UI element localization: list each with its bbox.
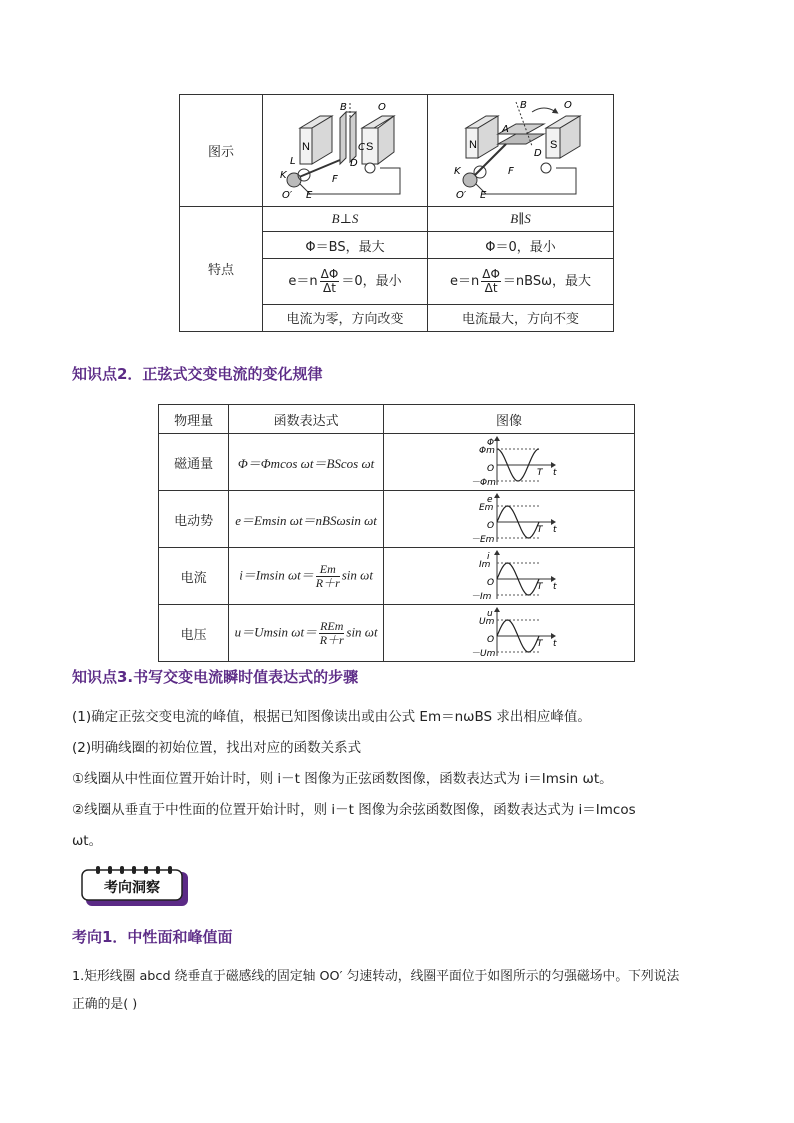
current-parallel: 电流最大，方向不变: [428, 304, 614, 331]
figure-cell-perpendicular: [263, 95, 428, 207]
figure-cell-parallel: [428, 95, 614, 207]
table-row: [159, 434, 635, 491]
generator-diagram-peak: [446, 98, 596, 202]
fraction-numerator: Em: [316, 563, 340, 577]
table-row: [159, 605, 635, 662]
origin-label: O: [486, 578, 495, 588]
axis-y-label: Φ: [486, 438, 495, 448]
row-label-features: 特点: [180, 206, 263, 331]
sinusoidal-ac-table: [158, 404, 635, 662]
sine-graph: [459, 492, 559, 546]
fraction-denominator: Δt: [323, 281, 336, 296]
axis-y-label: i: [486, 552, 490, 562]
label-S: S: [549, 139, 557, 152]
label-S: S: [366, 141, 374, 154]
heading-knowledge-point-3: 知识点3.书写交变电流瞬时值表达式的步骤: [72, 668, 359, 686]
origin-label: O: [486, 464, 495, 474]
fraction-denominator: R＋r: [315, 575, 340, 590]
expr-emf: e＝Emsin ωt＝nBSωsin ωt: [229, 491, 384, 548]
expr-suffix: sin ωt: [341, 566, 373, 582]
sine-graph: [459, 606, 559, 660]
emf-suffix: ＝0，最小: [341, 274, 402, 290]
neg-peak-label: －Im: [470, 592, 492, 602]
peak-label: Um: [478, 617, 495, 627]
label-B: B: [340, 102, 347, 114]
quantity-current: 电流: [159, 548, 229, 605]
row-label-figure: 图示: [180, 95, 263, 207]
emf-fraction: [320, 268, 340, 295]
time-label: t: [552, 639, 557, 649]
step-2-case-2: ②线圈从垂直于中性面的位置开始计时，则 i－t 图像为余弦函数图像，函数表达式为 i＝Imcos: [72, 802, 636, 818]
step-2: (2)明确线圈的初始位置，找出对应的函数关系式: [72, 740, 362, 756]
fraction-numerator: REm: [320, 618, 344, 633]
time-label: t: [552, 525, 557, 535]
flux-parallel: Φ＝0，最小: [428, 232, 614, 259]
generator-diagram-neutral: [270, 98, 420, 202]
emf-prefix: e＝n: [450, 274, 480, 290]
quantity-voltage: 电压: [159, 605, 229, 662]
axis-y-label: e: [486, 495, 493, 505]
neg-peak-label: －Em: [470, 535, 495, 545]
emf-parallel: [428, 259, 614, 304]
emf-suffix: ＝nBSω，最大: [502, 274, 591, 290]
expr-flux: Φ＝Φmcos ωt＝BScos ωt: [229, 434, 384, 491]
expr-fraction: [319, 620, 344, 647]
period-label: T: [536, 639, 543, 649]
label-N: N: [468, 139, 477, 152]
graph-voltage: [383, 605, 634, 662]
step-2-case-1: ①线圈从中性面位置开始计时，则 i－t 图像为正弦函数图像，函数表达式为 i＝Imsin ωt。: [72, 771, 613, 787]
period-label: T: [536, 468, 543, 478]
question-line-1: 1.矩形线圈 abcd 绕垂直于磁感线的固定轴 OO′ 匀速转动，线圈平面位于如图所示的匀强磁场中。下列说法: [72, 969, 680, 984]
emf-perpendicular: [263, 259, 428, 304]
table-row: [159, 491, 635, 548]
flux-perpendicular: Φ＝BS，最大: [263, 232, 428, 259]
label-O: O: [563, 100, 572, 112]
badge-label: 考向洞察: [104, 880, 160, 896]
peak-label: Φm: [478, 446, 495, 456]
time-label: t: [552, 468, 557, 478]
label-L: L: [290, 156, 296, 168]
label-F: F: [332, 174, 338, 186]
expr-prefix: i＝Imsin ωt＝: [239, 566, 314, 582]
coil-position-table: [179, 94, 614, 332]
question-line-2: 正确的是( ): [72, 997, 138, 1012]
expr-suffix: sin ωt: [346, 623, 378, 639]
fraction-denominator: R＋r: [319, 632, 344, 647]
expr-voltage: [229, 605, 384, 662]
peak-label: Im: [478, 560, 491, 570]
origin-label: O: [486, 521, 495, 531]
sine-graph: [459, 549, 559, 603]
neg-peak-label: －Um: [470, 649, 496, 659]
peak-label: Em: [478, 503, 494, 513]
label-E: E: [306, 190, 313, 202]
origin-label: O: [486, 635, 495, 645]
fraction-numerator: ΔΦ: [482, 267, 500, 282]
label-B: B: [519, 100, 527, 112]
fraction-numerator: ΔΦ: [320, 267, 339, 282]
neg-peak-label: －Φm: [470, 478, 496, 488]
label-N: N: [302, 141, 310, 154]
header-graph: 图像: [383, 405, 634, 434]
axis-y-label: u: [486, 609, 493, 619]
step-2-case-2-cont: ωt。: [72, 833, 103, 849]
step-1: (1)确定正弦交变电流的峰值，根据已知图像读出或由公式 Em＝nωBS 求出相应峰值。: [72, 709, 591, 725]
condition-parallel: B∥S: [428, 206, 614, 231]
label-D: D: [350, 158, 358, 170]
label-O-prime: O′: [282, 190, 293, 202]
section-badge: [80, 866, 188, 906]
graph-current: [383, 548, 634, 605]
expr-current: [229, 548, 384, 605]
label-K: K: [280, 170, 287, 182]
current-perpendicular: 电流为零，方向改变: [263, 304, 428, 331]
heading-direction-1: 考向1．中性面和峰值面: [72, 928, 233, 946]
table-row: [159, 548, 635, 605]
emf-prefix: e＝n: [288, 274, 318, 290]
period-label: T: [536, 525, 543, 535]
header-expression: 函数表达式: [229, 405, 384, 434]
label-A: A: [501, 124, 509, 136]
quantity-flux: 磁通量: [159, 434, 229, 491]
label-O-prime: O′: [455, 190, 466, 202]
expr-prefix: u＝Umsin ωt＝: [234, 623, 318, 639]
label-K: K: [453, 166, 461, 178]
quantity-emf: 电动势: [159, 491, 229, 548]
cosine-graph: [459, 435, 559, 489]
header-quantity: 物理量: [159, 405, 229, 434]
emf-fraction: [481, 268, 501, 295]
expr-fraction: [316, 563, 340, 590]
label-E: E: [479, 190, 486, 202]
fraction-denominator: Δt: [484, 281, 498, 296]
graph-emf: [383, 491, 634, 548]
graph-flux: [383, 434, 634, 491]
label-F: F: [507, 166, 514, 178]
period-label: T: [536, 582, 543, 592]
label-C: C: [358, 142, 365, 154]
label-O: O: [378, 102, 386, 114]
label-D: D: [533, 148, 542, 160]
heading-knowledge-point-2: 知识点2．正弦式交变电流的变化规律: [72, 365, 323, 383]
condition-perpendicular: B⊥S: [263, 206, 428, 231]
time-label: t: [552, 582, 557, 592]
